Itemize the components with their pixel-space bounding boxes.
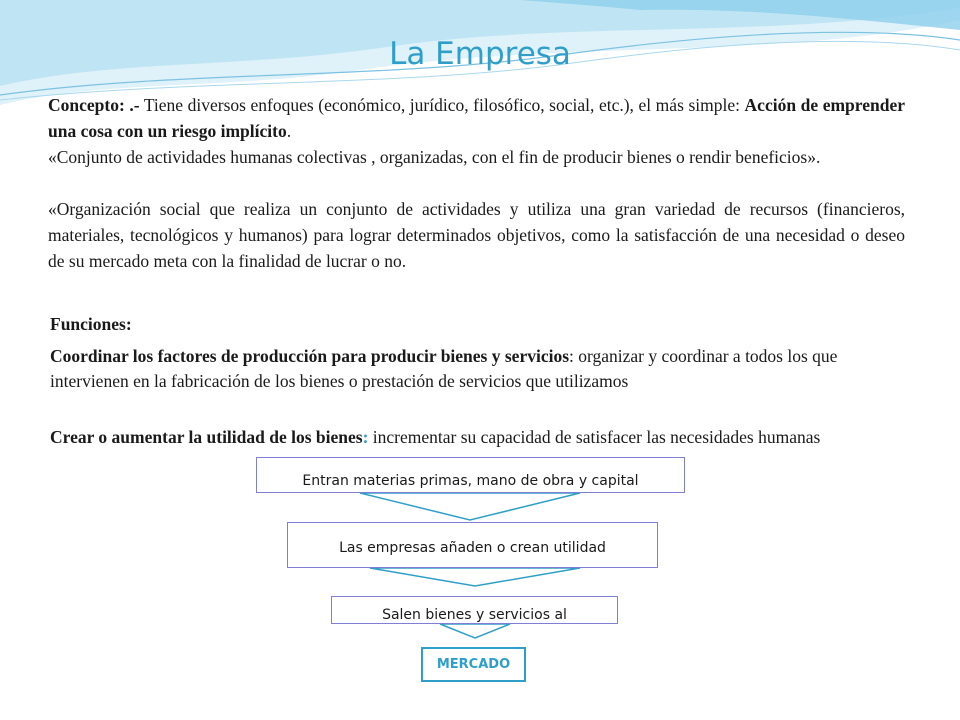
funciones-heading: Funciones: — [50, 314, 132, 334]
flow-step-output: Salen bienes y servicios al — [331, 596, 618, 624]
concepto-bold: Acción de emprender una cosa con un riesgo implícito — [48, 95, 905, 141]
down-arrow-icon — [440, 624, 510, 638]
flow-market-box: MERCADO — [421, 647, 526, 682]
flow-step-process: Las empresas añaden o crean utilidad — [287, 522, 658, 568]
concepto-end: . — [286, 121, 292, 141]
down-arrow-icon — [370, 568, 580, 586]
page-title: La Empresa — [389, 36, 571, 72]
concepto-text: Tiene diversos enfoques (económico, jurídico, filosófico, social, etc.), el más simple: — [139, 95, 745, 115]
definition-1: «Conjunto de actividades humanas colectivas , organizadas, con el fin de producir bienes o rendir beneficios». — [48, 147, 821, 167]
funcion-2-text: incrementar su capacidad de satisfacer las necesidades humanas — [368, 427, 821, 447]
funcion-1-text: : organizar y coordinar a todos los que intervienen en la fabricación de los bienes o prestación de servicios que utilizamos — [50, 346, 838, 391]
funcion-2-colon: : — [362, 427, 369, 447]
flow-step-input: Entran materias primas, mano de obra y capital — [256, 457, 685, 493]
concepto-label: Concepto: .- — [48, 95, 140, 115]
definition-2: «Organización social que realiza un conjunto de actividades y utiliza una gran variedad de recursos (financieros, materiales, tecnológicos y humanos) para lograr determinados objetivos, como la satisfacción de una necesidad o deseo de su mercado meta con la finalidad de lucrar o no. — [48, 199, 905, 271]
funcion-1-bold: Coordinar los factores de producción para producir bienes y servicios — [50, 346, 570, 366]
funcion-2-bold: Crear o aumentar la utilidad de los bienes — [50, 427, 363, 447]
down-arrow-icon — [360, 493, 580, 520]
